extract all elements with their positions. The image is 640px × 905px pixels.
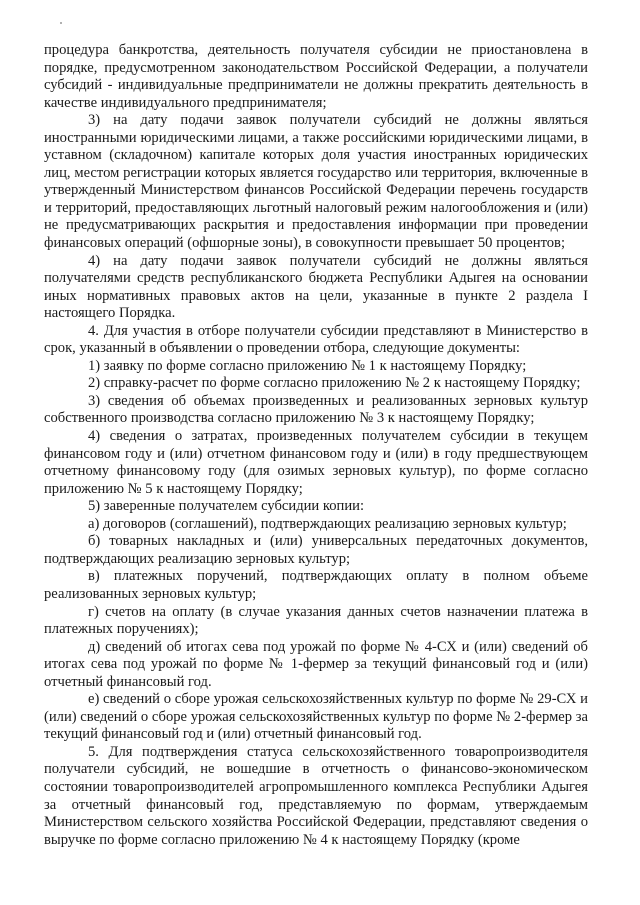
- paragraph-item-3-foreign-entities: 3) на дату подачи заявок получатели субсидий не должны являться иностранными юридическими лицами, а также российскими юридическими лицами, в уставном (складочном) капитале которых доля участия иностранных юридических лиц, местом регистрации которых является государство или территория, включенные в утвержденный Министерством финансов Российской Федерации перечень государств и территорий, предоставляющих льготный налоговый режим налогообложения и (или) не предусматривающих раскрытия и предоставления информации при проведении финансовых операций (офшорные зоны), в совокупности превышает 50 процентов;: [44, 112, 588, 252]
- document-page: [44, 42, 588, 849]
- paragraph-section-5-status: 5. Для подтверждения статуса сельскохозяйственного товаропроизводителя получатели субсидий, не вошедшие в отчетность о финансово-экономическом состоянии товаропроизводителей агропромышленного комплекса Республики Адыгея за отчетный финансовый год, представляемую по формам, утверждаемым Министерством сельского хозяйства Российской Федерации, представляют сведения о выручке по форме согласно приложению № 4 к настоящему Порядку (кроме: [44, 743, 588, 848]
- scan-speck: [60, 22, 62, 24]
- sub-item-sowing-reports: д) сведений об итогах сева под урожай по форме № 4-СХ и (или) сведений об итогах сева под урожай по форме № 1-фермер за текущий финансовый год и (или) отчетный финансовый год.: [44, 638, 588, 690]
- paragraph-section-4-documents: 4. Для участия в отборе получатели субсидии представляют в Министерство в срок, указанный в объявлении о проведении отбора, следующие документы:: [44, 322, 588, 357]
- sub-item-payment-orders: в) платежных поручений, подтверждающих оплату в полном объеме реализованных зерновых культур;: [44, 568, 588, 602]
- sub-item-contracts: а) договоров (соглашений), подтверждающих реализацию зерновых культур;: [88, 515, 567, 532]
- list-item-application: 1) заявку по форме согласно приложению № 1 к настоящему Порядку;: [88, 357, 527, 374]
- sub-item-invoices: б) товарных накладных и (или) универсальных передаточных документов, подтверждающих реализацию зерновых культур;: [44, 533, 588, 567]
- list-item-copies: 5) заверенные получателем субсидии копии:: [88, 498, 365, 515]
- list-item-calculation: 2) справку-расчет по форме согласно приложению № 2 к настоящему Порядку;: [88, 375, 581, 392]
- list-item-volumes: 3) сведения об объемах произведенных и реализованных зерновых культур собственного производства согласно приложению № 3 к настоящему Порядку;: [44, 392, 588, 427]
- sub-item-bills: г) счетов на оплату (в случае указания данных счетов назначении платежа в платежных поручениях);: [44, 603, 588, 638]
- paragraph-bankruptcy-continuation: процедура банкротства, деятельность получателя субсидии не приостановлена в порядке, предусмотренном законодательством Российской Федерации, а получатели субсидий - индивидуальные предприниматели не должны прекратить деятельность в качестве индивидуального предпринимателя;: [44, 42, 588, 111]
- paragraph-item-4-budget-recipients: 4) на дату подачи заявок получатели субсидий не должны являться получателями средств республиканского бюджета Республики Адыгея на основании иных нормативных правовых актов на цели, указанные в пункте 2 раздела I настоящего Порядка.: [44, 252, 588, 322]
- sub-item-harvest-reports: е) сведений о сборе урожая сельскохозяйственных культур по форме № 29-СХ и (или) сведений о сборе урожая сельскохозяйственных культур по форме № 2-фермер за текущий финансовый год и (или) отчетный финансовый год.: [44, 691, 588, 743]
- list-item-costs: 4) сведения о затратах, произведенных получателем субсидии в текущем финансовом году и (или) отчетном финансовом году и (или) в году предшествующем отчетному финансовому году (для озимых зерновых культур), по форме согласно приложению № 5 к настоящему Порядку;: [44, 428, 588, 497]
